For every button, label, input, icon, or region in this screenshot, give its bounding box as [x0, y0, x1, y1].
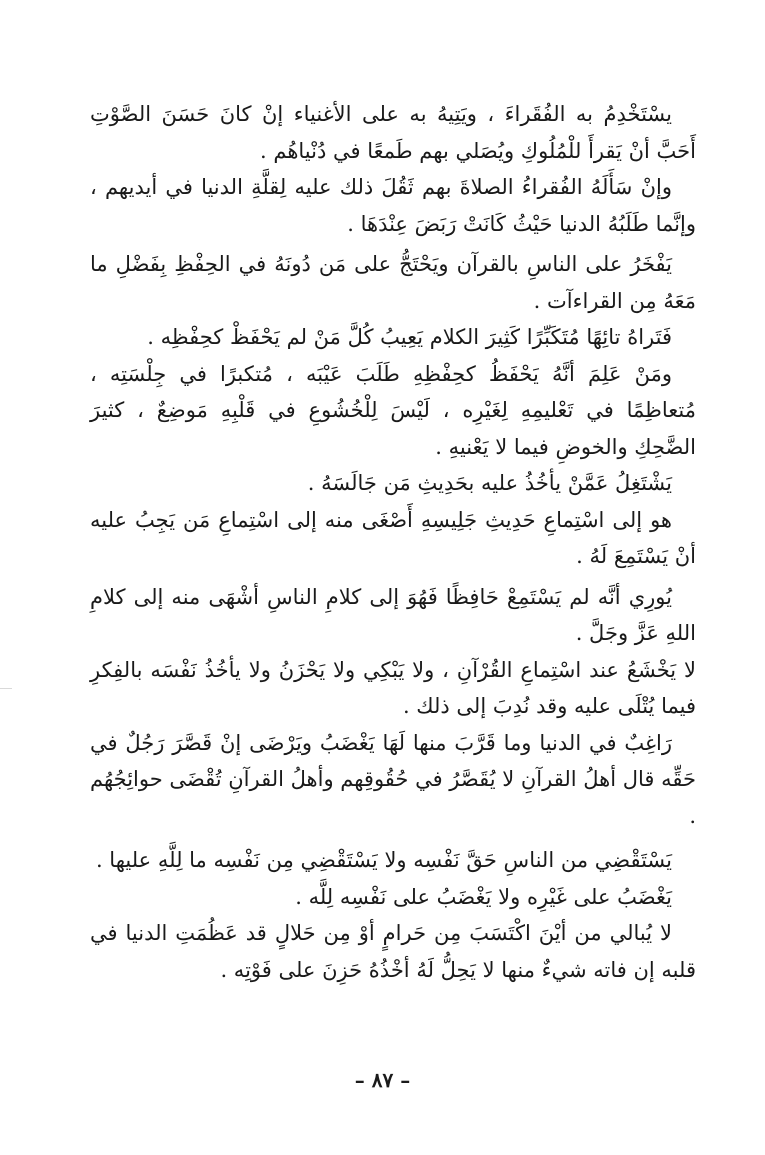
- paragraph-1: يسْتَخْدِمُ به الفُقَراءَ ، ويَتِيهُ به على الأغنياء إنْ كانَ حَسَنَ الصَّوْتِ أَحَبَّ أنْ يَقرأَ للْمُلُوكِ ويُصَلي بهم طَمعًا في دُنْياهُم .: [90, 102, 696, 163]
- paragraph-11: يَسْتَقْضِي من الناسِ حَقَّ نَفْسِه ولا يَسْتَقْضِي مِن نَفْسِه ما لِلَّهِ عليها .: [95, 848, 672, 872]
- paragraph-5: ومَنْ عَلِمَ أنَّهُ يَحْفَظُ كحِفْظِهِ طَلَبَ عَيْبَه ، مُتكبرًا في جِلْسَتِه ، مُتعاظِمًا في تَعْليمِهِ لِغَيْرِه ، لَيْسَ لِلْخُشُوعِ في قَلْبِهِ مَوضِعٌ ، كثيرَ الضَّحِكِ والخوضِ فيما لا يَعْنيهِ .: [90, 361, 696, 459]
- scan-edge-mark: [0, 688, 12, 689]
- paragraph-4: فَتَراهُ تائِهًا مُتَكَبِّرًا كَثِيرَ الكلام يَعِيبُ كُلَّ مَنْ لم يَحْفَظْ كحِفْظِه .: [147, 325, 672, 349]
- paragraph-12: يَغْضَبُ على غَيْرِه ولا يَغْضَبُ على نَفْسِه لِلَّه .: [295, 884, 672, 909]
- paragraph-3: يَفْخَرُ على الناسِ بالقرآن ويَحْتَجُّ على مَن دُونَهُ في الحِفْظِ بِفَضْلِ ما مَعَهُ مِن القراءآت .: [90, 252, 696, 313]
- body-text: [90, 96, 696, 988]
- paragraph-6: يَشْتَغِلُ عَمَّنْ يأخُذُ عليه بحَدِيثِ مَن جَالَسَهُ .: [307, 471, 672, 495]
- page-number: – ٨٧ –: [354, 1068, 411, 1092]
- paragraph-8: يُورِي أنَّه لم يَسْتَمِعْ حَافِظًا فَهُوَ إلى كلامِ الناسِ أشْهَى منه إلى كلامِ اللهِ عَزَّ وجَلَّ .: [90, 584, 696, 645]
- paragraph-7: هو إلى اسْتِماعِ حَدِيثِ جَلِيسِهِ أَصْغَى منه إلى اسْتِماعِ مَن يَجِبُ عليه أنْ يَسْتَمِعَ لَهُ .: [90, 507, 696, 568]
- paragraph-10: رَاغِبٌ في الدنيا وما قَرَّبَ منها لَهَا يَغْضَبُ ويَرْضَى إنْ قَصَّرَ رَجُلٌ في حَقِّه قال أهلُ القرآنِ لا يُقَصَّرُ في حُقُوقِهم وأهلُ القرآنِ تُقْضَى حوائِجُهُم .: [90, 730, 696, 828]
- paragraph-2: وإنْ سَأَلَهُ الفُقراءُ الصلاةَ بهم ثَقُلَ ذلك عليه لِقلَّةِ الدنيا في أيديهم ، وإنَّما طَلَبُهُ الدنيا حَيْثُ كَانَتْ رَبَضَ عِنْدَهَا .: [90, 175, 696, 236]
- paragraph-13: لا يُبالي من أيْنَ اكْتَسَبَ مِن حَرامٍ أوْ مِن حَلالٍ قد عَظُمَتِ الدنيا في قلبه إن فاته شيءٌ منها لا يَحِلُّ لَهُ أخْذُهُ حَزِنَ على فَوْتِه .: [90, 921, 696, 982]
- paragraph-9: لا يَخْشَعُ عند اسْتِماعِ القُرْآنِ ، ولا يَبْكِي ولا يَحْزَنُ ولا يأخُذُ نَفْسَه بالفِكرِ فيما يُتْلَى عليه وقد نُدِبَ إلى ذلك .: [90, 657, 696, 718]
